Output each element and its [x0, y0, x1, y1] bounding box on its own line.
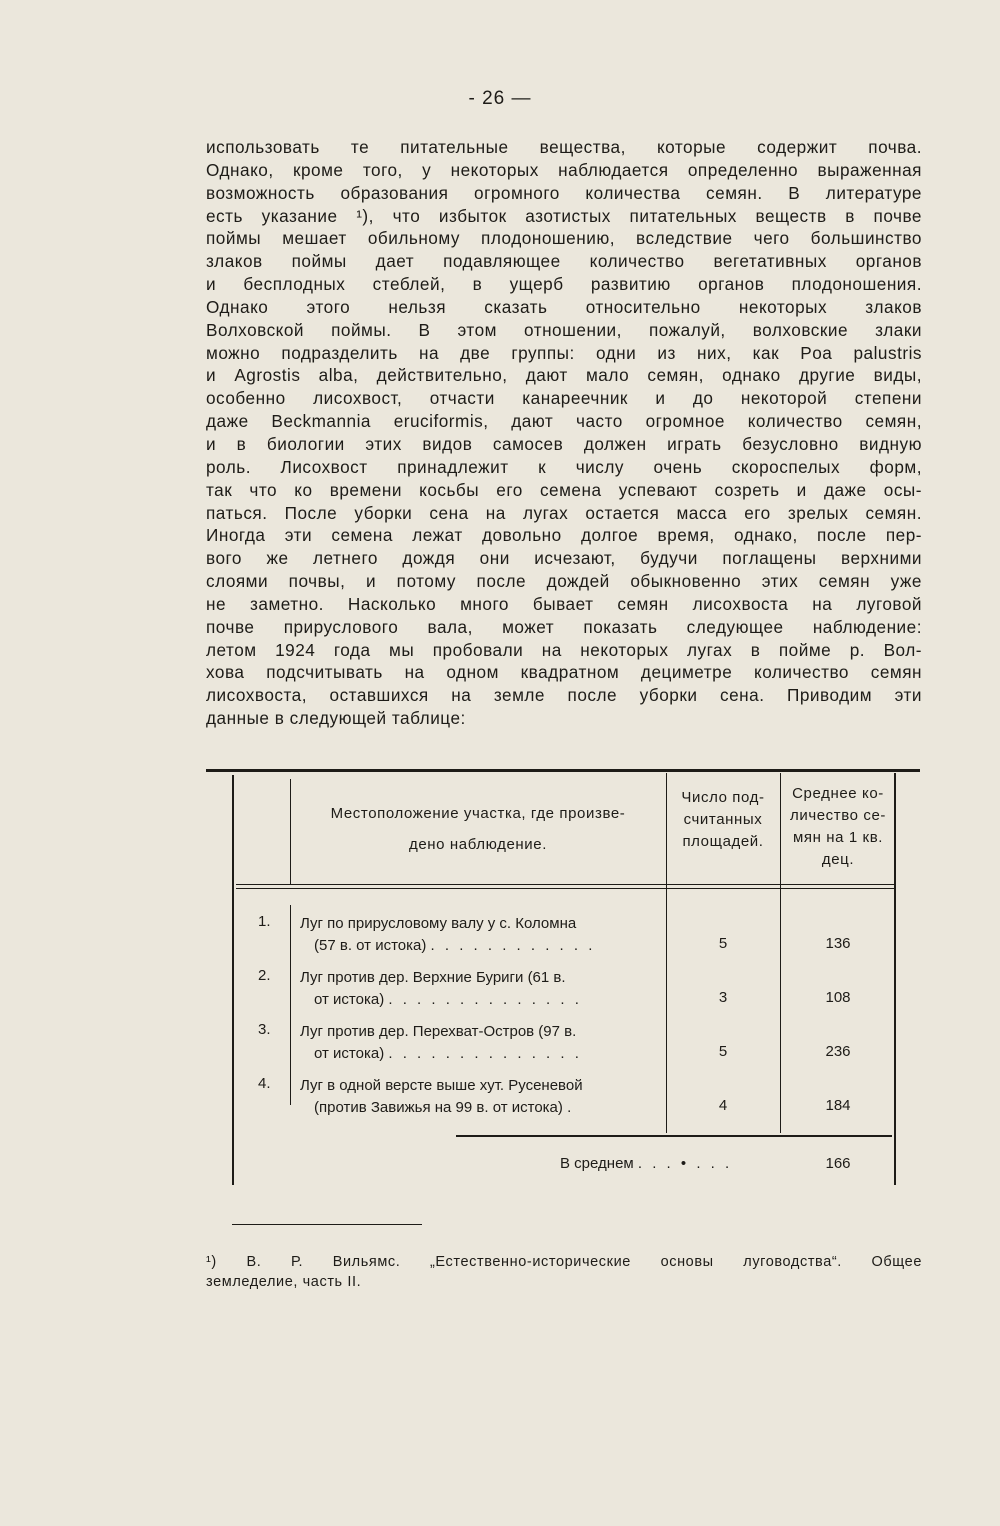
- row-index: 1.: [258, 913, 271, 930]
- body-line: и Agrostis alba, действительно, дают мало семян, однако другие виды,: [206, 365, 922, 386]
- header-average: Среднее ко- личество се- мян на 1 кв. дец.: [789, 785, 886, 868]
- row-count: 3: [718, 989, 728, 1006]
- body-line: роль. Лисохвост принадлежит к числу очень скороспелых форм,: [206, 456, 922, 477]
- footnote: [206, 1252, 922, 1292]
- header-rule-1: [236, 884, 896, 885]
- body-line: особенно лисохвост, отчасти канареечник и до некоторой степени: [206, 388, 922, 409]
- row-average: 108: [825, 989, 851, 1006]
- left-border: [232, 775, 234, 1185]
- row-count: 5: [718, 1043, 728, 1060]
- body-line: злаков поймы дает подавляющее количество вегетативных органов: [206, 251, 922, 272]
- body-line: использовать те питательные вещества, которые содержит почва.: [206, 137, 922, 157]
- row-location: Луг против дер. Перехват-Остров (97 в. от истока) . . . . . . . . . . . . . .: [300, 1023, 582, 1062]
- header-count: Число под- считанных площадей.: [681, 789, 765, 850]
- body-line: поймы мешает обильному плодоношению, вследствие чего большинство: [206, 228, 922, 249]
- row-average: 236: [825, 1043, 851, 1060]
- table-row: [236, 1021, 896, 1065]
- table-row: [236, 967, 896, 1011]
- table-top-rule: [206, 769, 920, 772]
- body-line: почве прируслового вала, может показать следующее наблюдение:: [206, 616, 922, 637]
- table-row: [236, 913, 896, 957]
- body-line: Волховской поймы. В этом отношении, пожалуй, волховские злаки: [206, 319, 922, 340]
- page-number: - 26 —: [468, 88, 532, 109]
- body-line: можно подразделить на две группы: одни из них, как Poa palustris: [206, 342, 922, 363]
- body-line: вого же летнего дождя они исчезают, будучи поглащены верхними: [206, 548, 922, 569]
- body-line: Однако этого нельзя сказать относительно некоторых злаков: [206, 296, 922, 317]
- body-line: возможность образования огромного количества семян. В литературе: [206, 182, 922, 203]
- body-line: лисохвоста, оставшихся на земле после уборки сена. Приводим эти: [206, 685, 922, 706]
- header-rule-2: [236, 888, 896, 889]
- header-location: Местоположение участка, где произве- дено наблюдение.: [330, 805, 626, 853]
- row-index: 2.: [258, 967, 271, 984]
- row-count: 4: [718, 1097, 728, 1114]
- body-line: и в биологии этих видов самосев должен играть безусловно видную: [206, 433, 922, 454]
- table-row: [236, 1075, 896, 1119]
- body-line: данные в следующей таблице:: [206, 708, 466, 729]
- body-line: так что ко времени косьбы его семена успевают созреть и даже осы-: [206, 479, 922, 500]
- body-line: есть указание ¹), что избыток азотистых питательных веществ в почве: [206, 205, 922, 226]
- body-line: даже Beckmannia eruciformis, дают часто огромное количество семян,: [206, 411, 922, 432]
- body-line: слоями почвы, и потому после дождей обыкновенно этих семян уже: [206, 571, 922, 592]
- body-line: Иногда эти семена лежат довольно долгое время, однако, после пер-: [206, 525, 922, 546]
- body-line: не заметно. Насколько много бывает семян лисохвоста на луговой: [206, 593, 922, 614]
- footnote-rule: [232, 1224, 422, 1225]
- body-line: Однако, кроме того, у некоторых наблюдается определенно выраженная: [206, 159, 922, 180]
- footnote-line: земледелие, часть II.: [206, 1274, 362, 1290]
- summary-rule: [456, 1135, 892, 1137]
- summary-label: В среднем . . . • . . .: [560, 1155, 733, 1172]
- body-line: летом 1924 года мы пробовали на некоторых лугах в пойме р. Вол-: [206, 639, 922, 660]
- row-location: Луг в одной версте выше хут. Русеневой (против Завижья на 99 в. от истока) .: [300, 1077, 583, 1116]
- body-line: паться. После уборки сена на лугах остается масса его зрелых семян.: [206, 502, 922, 523]
- row-average: 136: [825, 935, 851, 952]
- row-index: 3.: [258, 1021, 271, 1038]
- data-table: [206, 769, 920, 1187]
- row-average: 184: [825, 1097, 851, 1114]
- body-line: хова подсчитывать на одном квадратном дециметре количество семян: [206, 662, 922, 683]
- row-index: 4.: [258, 1075, 271, 1092]
- row-location: Луг по прирусловому валу у с. Коломна (57 в. от истока) . . . . . . . . . . . .: [300, 915, 596, 954]
- body-line: и бесплодных стеблей, в ущерб развитию органов плодоношения.: [206, 274, 922, 295]
- index-col-rule: [290, 779, 291, 885]
- row-count: 5: [718, 935, 728, 952]
- summary-average: 166: [825, 1155, 851, 1172]
- row-location: Луг против дер. Верхние Буриги (61 в. от истока) . . . . . . . . . . . . . .: [300, 969, 582, 1008]
- footnote-line: ¹) В. Р. Вильямс. „Естественно-исторические основы луговодства“. Общее: [206, 1254, 922, 1270]
- body-text: [206, 136, 922, 730]
